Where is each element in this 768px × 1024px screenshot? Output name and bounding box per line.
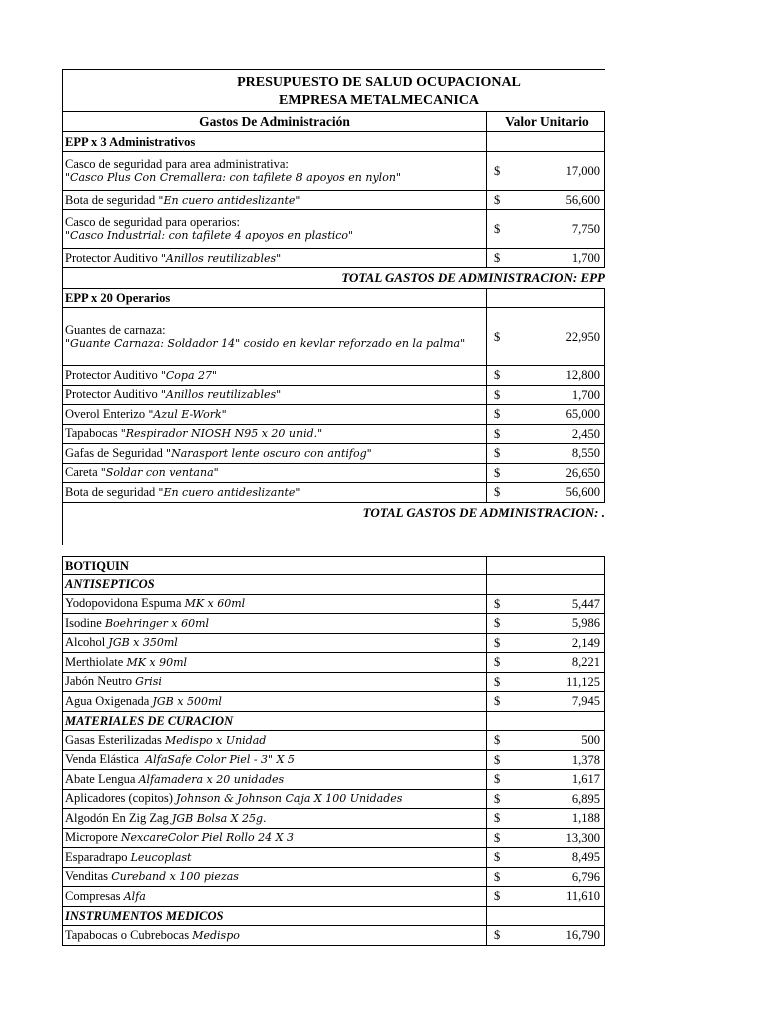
item-value: 56,600 — [565, 485, 600, 500]
item-value: 16,790 — [565, 928, 600, 943]
item-detail: "En cuero antideslizante" — [158, 485, 301, 499]
botiquin-sheet — [62, 556, 605, 946]
item-name: Merthiolate — [65, 654, 127, 669]
item-name: Agua Oxigenada — [65, 693, 153, 708]
currency-symbol: $ — [494, 616, 501, 631]
currency-symbol: $ — [494, 733, 501, 748]
item-value: 17,000 — [565, 164, 600, 178]
total-adm: TOTAL GASTOS DE ADMINISTRACION: EPP — [62, 268, 605, 288]
item-name: Aplicadores (copitos) — [65, 791, 177, 806]
item-detail: "Copa 27" — [160, 368, 218, 382]
item-detail: Grisi — [135, 675, 162, 689]
table-row — [62, 405, 605, 425]
item-value: 7,945 — [571, 694, 600, 709]
currency-symbol: $ — [494, 889, 501, 904]
item-detail: Leucoplast — [130, 850, 192, 864]
item-name: Bota de seguridad — [65, 484, 159, 499]
currency-symbol: $ — [494, 387, 501, 402]
table-row — [62, 653, 605, 673]
currency-symbol: $ — [494, 368, 501, 383]
currency-symbol: $ — [494, 329, 501, 344]
item-value: 5,447 — [571, 596, 600, 611]
item-value: 1,617 — [571, 772, 600, 787]
item-detail: "Casco Industrial: con tafilete 4 apoyos en plastico" — [65, 229, 354, 242]
item-name: Esparadrapo — [65, 849, 131, 864]
currency-symbol: $ — [494, 164, 501, 178]
table-row — [62, 887, 605, 907]
currency-symbol: $ — [494, 426, 501, 441]
currency-symbol: $ — [494, 811, 501, 826]
subsection-antisepticos: ANTISEPTICOS — [62, 575, 605, 595]
item-name: Venda Elástica — [65, 752, 146, 767]
item-name: Careta — [65, 465, 101, 480]
currency-symbol: $ — [494, 251, 501, 265]
item-name: Guantes de carnaza: — [65, 322, 166, 337]
section-header-ops: EPP x 20 Operarios — [62, 288, 605, 308]
table-row — [62, 464, 605, 484]
section-header-botiquin: BOTIQUIN — [62, 556, 605, 575]
item-name: Venditas — [65, 869, 112, 884]
item-name: Isodine — [65, 615, 105, 630]
currency-symbol: $ — [494, 193, 501, 207]
item-value: 500 — [581, 733, 600, 748]
item-name: Bota de seguridad — [65, 192, 159, 207]
item-value: 1,378 — [571, 752, 600, 767]
currency-symbol: $ — [494, 928, 501, 943]
item-detail: "En cuero antideslizante" — [158, 193, 301, 207]
table-row — [62, 829, 605, 849]
currency-symbol: $ — [494, 830, 501, 845]
item-value: 65,000 — [565, 407, 600, 422]
item-name: Micropore — [65, 830, 121, 845]
table-row — [62, 751, 605, 771]
glove-row — [62, 308, 605, 366]
item-value: 1,188 — [571, 811, 600, 826]
item-detail: "Casco Plus Con Cremallera: con tafilete 8 apoyos en nylon" — [65, 171, 401, 184]
table-row — [62, 191, 605, 210]
table-row — [62, 152, 605, 191]
table-row — [62, 770, 605, 790]
item-detail: "Anillos reutilizables" — [160, 251, 282, 265]
item-detail: MK x 90ml — [126, 655, 188, 669]
item-value: 11,125 — [566, 674, 600, 689]
item-detail: JGB Bolsa X 25g. — [171, 811, 267, 825]
item-value: 1,700 — [571, 387, 600, 402]
item-name: Casco de seguridad para area administrativa: — [65, 157, 289, 171]
item-value: 8,221 — [571, 655, 600, 670]
title-line-1: PRESUPUESTO DE SALUD OCUPACIONAL — [237, 75, 521, 90]
total-ops: TOTAL GASTOS DE ADMINISTRACION: . — [62, 503, 605, 523]
currency-symbol: $ — [494, 407, 501, 422]
currency-symbol: $ — [494, 694, 501, 709]
currency-symbol: $ — [494, 485, 501, 500]
item-detail: "Anillos reutilizables" — [160, 388, 282, 402]
table-row — [62, 425, 605, 445]
item-detail: NexcareColor Piel Rollo 24 X 3 — [120, 831, 294, 845]
title-block — [62, 69, 605, 111]
item-name: Casco de seguridad para operarios: — [65, 215, 240, 229]
item-detail: AlfaSafe Color Piel - 3" X 5 — [145, 753, 295, 767]
table-row — [62, 692, 605, 712]
item-value: 22,950 — [565, 329, 600, 344]
currency-symbol: $ — [494, 596, 501, 611]
section-header-adm: EPP x 3 Administrativos — [62, 132, 605, 152]
currency-symbol: $ — [494, 635, 501, 650]
table-row — [62, 444, 605, 464]
table-row — [62, 809, 605, 829]
currency-symbol: $ — [494, 791, 501, 806]
table-row — [62, 386, 605, 406]
item-value: 5,986 — [571, 616, 600, 631]
item-name: Jabón Neutro — [65, 674, 136, 689]
item-detail: Cureband x 100 piezas — [111, 870, 239, 884]
item-name: Compresas — [65, 888, 124, 903]
item-detail: MK x 60ml — [184, 597, 246, 611]
item-detail: Medispo x Unidad — [164, 733, 267, 747]
table-row — [62, 249, 605, 268]
table-row — [62, 848, 605, 868]
item-value: 26,650 — [565, 465, 600, 480]
currency-symbol: $ — [494, 655, 501, 670]
item-name: Gasas Esterilizadas — [65, 732, 165, 747]
currency-symbol: $ — [494, 222, 501, 236]
item-detail: "Respirador NIOSH N95 x 20 unid." — [120, 427, 323, 441]
item-detail: "Guante Carnaza: Soldador 14" cosido en kevlar reforzado en la palma" — [65, 336, 466, 350]
table-row — [62, 926, 605, 946]
table-row — [62, 614, 605, 634]
column-header-row — [62, 111, 605, 132]
currency-symbol: $ — [494, 752, 501, 767]
item-value: 13,300 — [565, 830, 600, 845]
item-detail: Alfa — [123, 889, 146, 903]
table-row — [62, 673, 605, 693]
subsection-curacion: MATERIALES DE CURACION — [62, 712, 605, 732]
currency-symbol: $ — [494, 850, 501, 865]
item-name: Protector Auditivo — [65, 250, 161, 265]
table-row — [62, 868, 605, 888]
currency-symbol: $ — [494, 446, 501, 461]
table-row — [62, 595, 605, 615]
currency-symbol: $ — [494, 674, 501, 689]
item-detail: JGB x 500ml — [152, 694, 222, 708]
item-value: 8,495 — [571, 850, 600, 865]
table-row — [62, 210, 605, 249]
item-detail: Medispo — [192, 928, 240, 942]
item-detail: Boehringer x 60ml — [104, 616, 210, 630]
table-row — [62, 731, 605, 751]
item-value: 7,750 — [571, 222, 600, 236]
item-detail: Johnson & Johnson Caja X 100 Unidades — [176, 792, 403, 806]
item-name: Gafas de Seguridad — [65, 445, 167, 460]
item-value: 8,550 — [571, 446, 600, 461]
item-name: Overol Enterizo — [65, 406, 149, 421]
item-name: Algodón En Zig Zag — [65, 810, 172, 825]
item-value: 1,700 — [571, 251, 600, 265]
table-row — [62, 634, 605, 654]
item-value: 11,610 — [566, 889, 600, 904]
item-name: Tapabocas o Cubrebocas — [65, 927, 193, 942]
item-value: 12,800 — [565, 368, 600, 383]
title-line-2: EMPRESA METALMECANICA — [278, 93, 480, 108]
item-detail: "Narasport lente oscuro con antifog" — [166, 446, 372, 460]
item-name: Protector Auditivo — [65, 387, 161, 402]
table-row — [62, 483, 605, 503]
blank-spacer — [62, 523, 605, 545]
item-name: Tapabocas — [65, 426, 121, 441]
item-name: Alcohol — [65, 635, 109, 650]
item-detail: Alfamadera x 20 unidades — [138, 772, 285, 786]
currency-symbol: $ — [494, 465, 501, 480]
item-value: 2,450 — [571, 426, 600, 441]
item-value: 6,895 — [571, 791, 600, 806]
table-row — [62, 366, 605, 386]
item-detail: "Azul E-Work" — [148, 407, 227, 421]
header-value: Valor Unitario — [487, 111, 605, 132]
item-name: Protector Auditivo — [65, 367, 161, 382]
currency-symbol: $ — [494, 772, 501, 787]
item-value: 6,796 — [571, 869, 600, 884]
item-value: 56,600 — [565, 193, 600, 207]
table-row — [62, 790, 605, 810]
budget-sheet — [62, 69, 605, 545]
subsection-instrumentos: INSTRUMENTOS MEDICOS — [62, 907, 605, 927]
item-detail: JGB x 350ml — [108, 636, 178, 650]
item-detail: "Soldar con ventana" — [100, 466, 219, 480]
item-name: Abate Lengua — [65, 771, 139, 786]
header-desc: Gastos De Administración — [62, 111, 487, 132]
currency-symbol: $ — [494, 869, 501, 884]
item-name: Yodopovidona Espuma — [65, 596, 185, 611]
item-value: 2,149 — [571, 635, 600, 650]
